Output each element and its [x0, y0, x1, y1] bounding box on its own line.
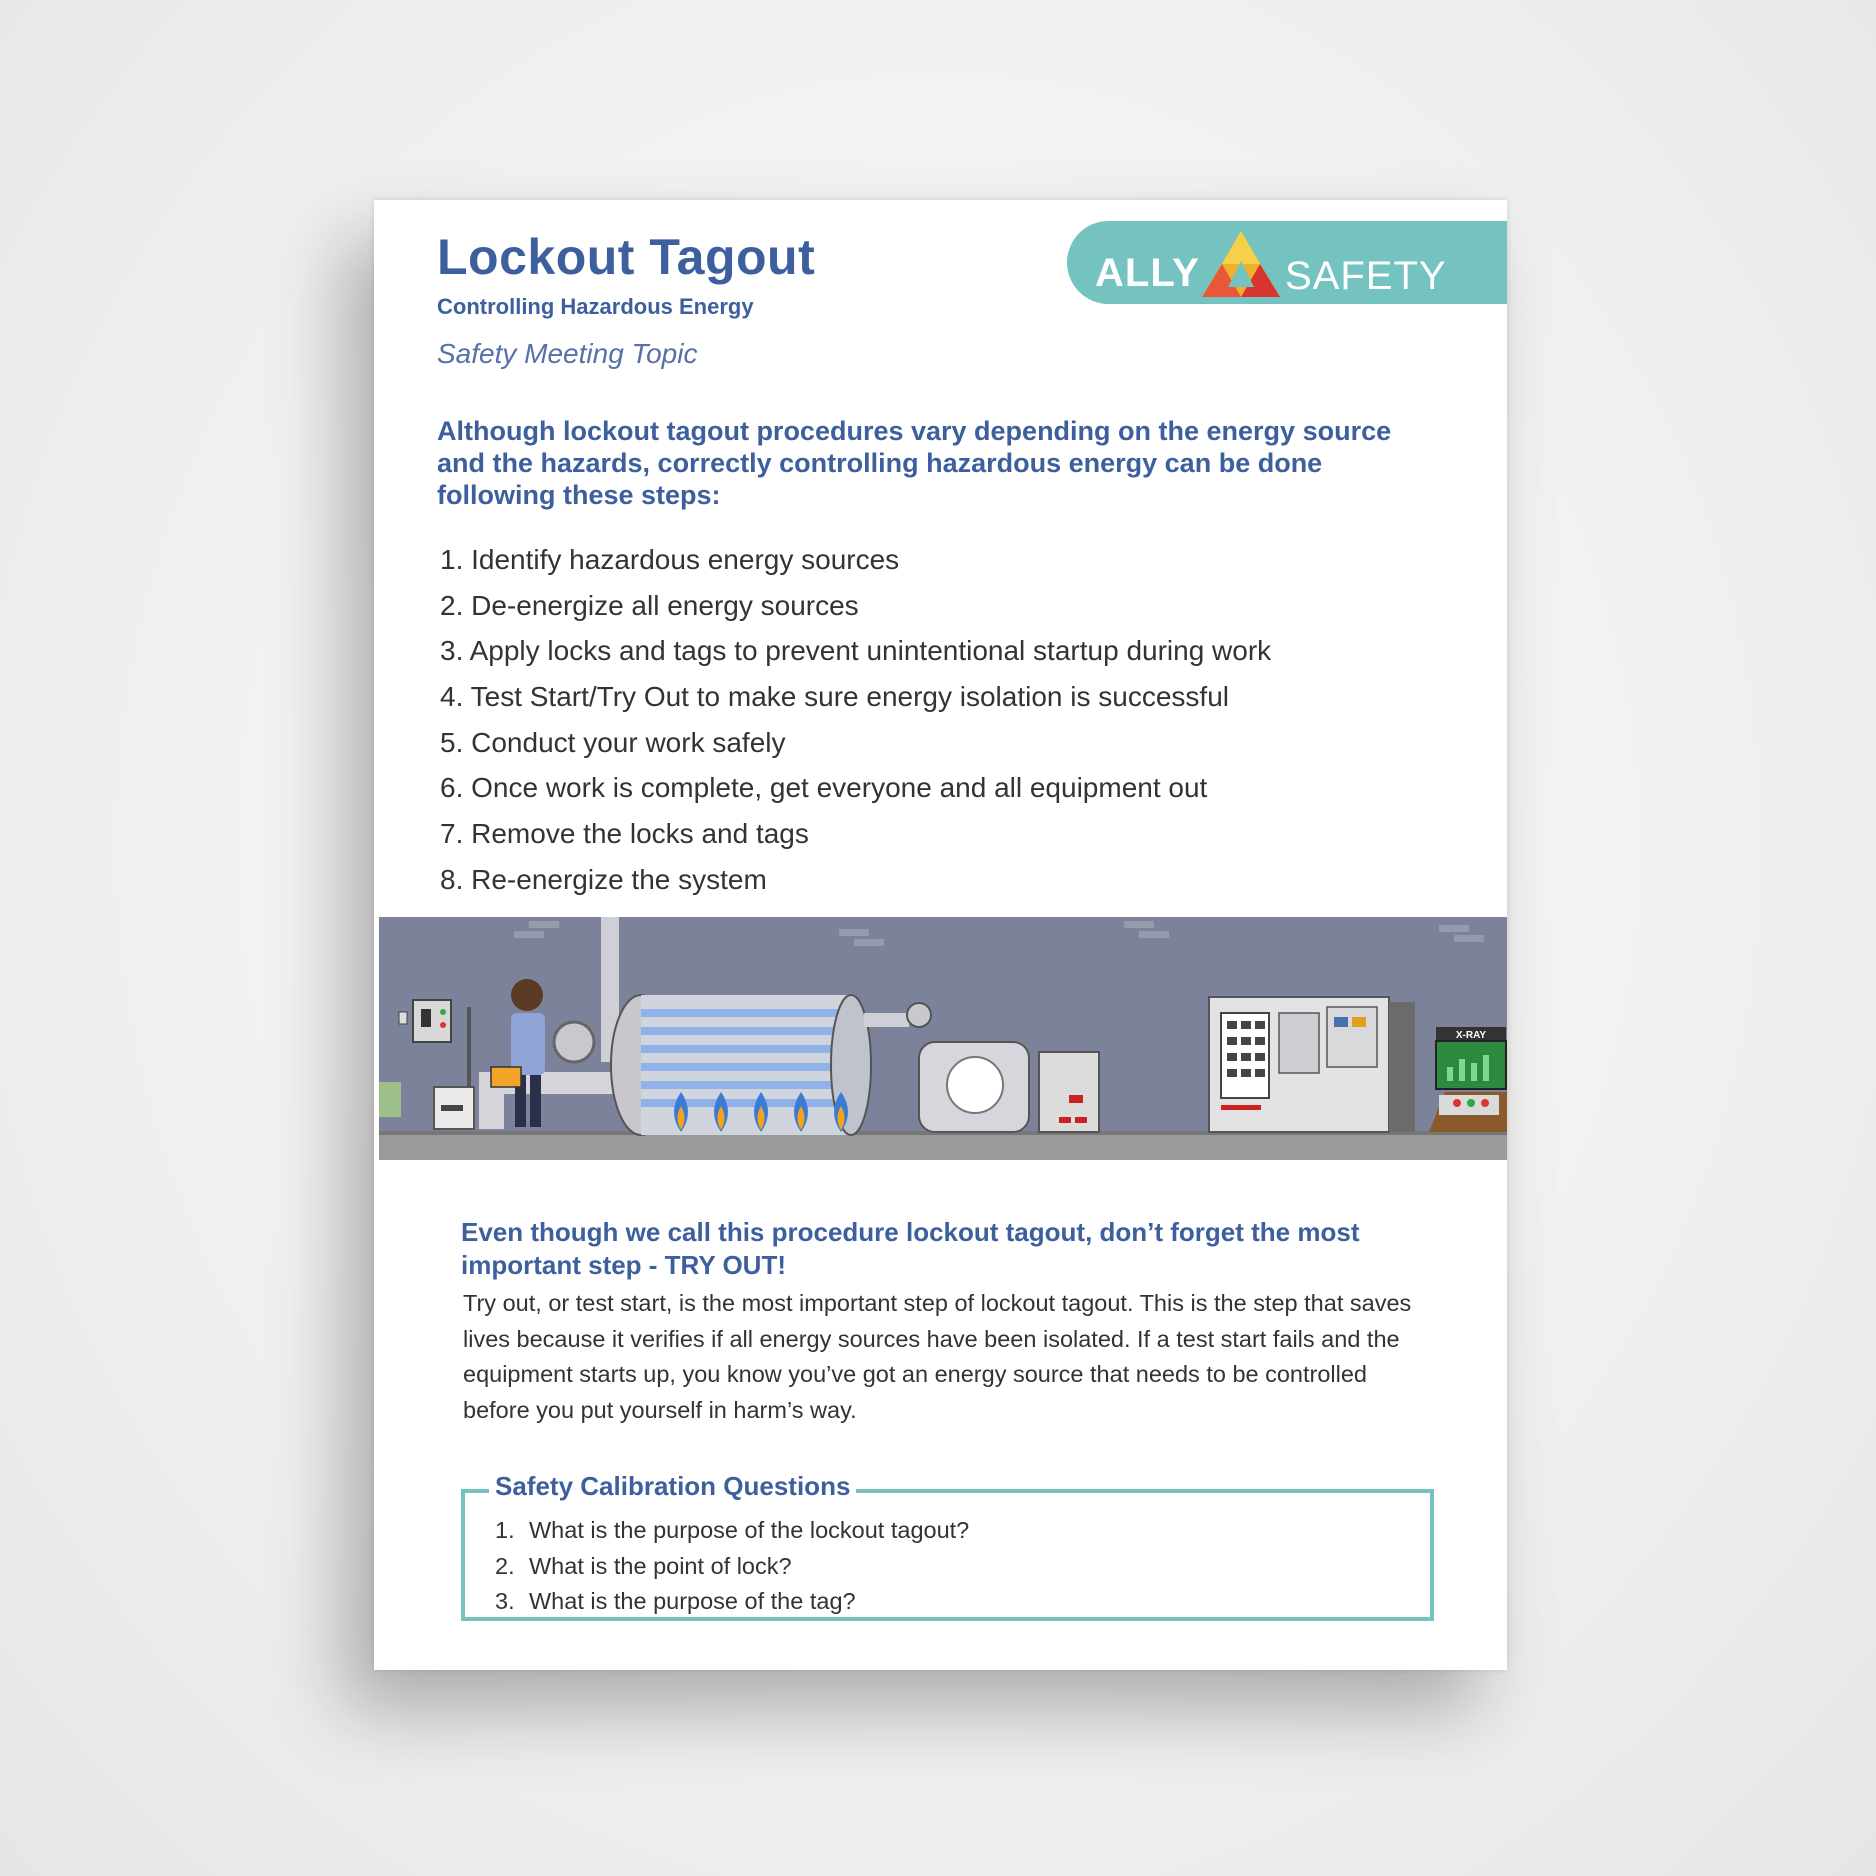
questions-title: Safety Calibration Questions [489, 1471, 856, 1502]
intro-text: Although lockout tagout procedures vary depending on the energy source and the hazards, correctly controlling hazardous energy can be done following these steps: [437, 416, 1392, 510]
questions-box [461, 1471, 1434, 1621]
step-item: 8. Re-energize the system [440, 863, 767, 895]
tryout-heading: Even though we call this procedure lockout tagout, don’t forget the most important step - TRY OUT! [461, 1217, 1360, 1280]
industrial-machinery-illustration [379, 917, 1507, 1160]
meeting-topic-label: Safety Meeting Topic [437, 338, 698, 369]
question-item [495, 1513, 969, 1549]
question-item [495, 1549, 969, 1585]
step-item: 6. Once work is complete, get everyone and all equipment out [440, 772, 1208, 804]
question-number: 3. [495, 1588, 515, 1614]
step-item: 4. Test Start/Try Out to make sure energy isolation is successful [440, 681, 1229, 713]
step-item: 2. De-energize all energy sources [440, 589, 859, 621]
question-text: What is the point of lock? [529, 1552, 792, 1579]
logo-safety-text: SAFETY [1285, 254, 1447, 298]
ally-safety-logo [1067, 221, 1507, 304]
page-subtitle: Controlling Hazardous Energy [437, 294, 754, 319]
question-number: 2. [495, 1552, 515, 1579]
steps-list [440, 537, 1271, 903]
logo-ally-text: ALLY [1095, 251, 1200, 295]
question-text: What is the purpose of the lockout tagout? [529, 1517, 970, 1543]
tryout-paragraph: Try out, or test start, is the most important step of lockout tagout. This is the step that saves lives because it verifies if all energy sources have been isolated. If a test start fails and the equipment starts up, you know you’ve got an energy source that needs to be controlled before you put yourself in harm’s way. [463, 1290, 1412, 1423]
step-item: 1. Identify hazardous energy sources [440, 544, 900, 575]
question-item [495, 1584, 969, 1620]
step-item: 7. Remove the locks and tags [440, 818, 809, 850]
page-title: Lockout Tagout [437, 229, 816, 285]
questions-list [495, 1513, 969, 1620]
xray-panel-label: X-RAY [1455, 1030, 1487, 1041]
step-item: 5. Conduct your work safely [440, 726, 786, 758]
question-text: What is the purpose of the tag? [529, 1588, 856, 1614]
step-item: 3. Apply locks and tags to prevent unintentional startup during work [440, 635, 1272, 667]
document-page [374, 200, 1507, 1670]
logo-triangle-icon [1202, 231, 1280, 297]
question-number: 1. [495, 1517, 515, 1543]
